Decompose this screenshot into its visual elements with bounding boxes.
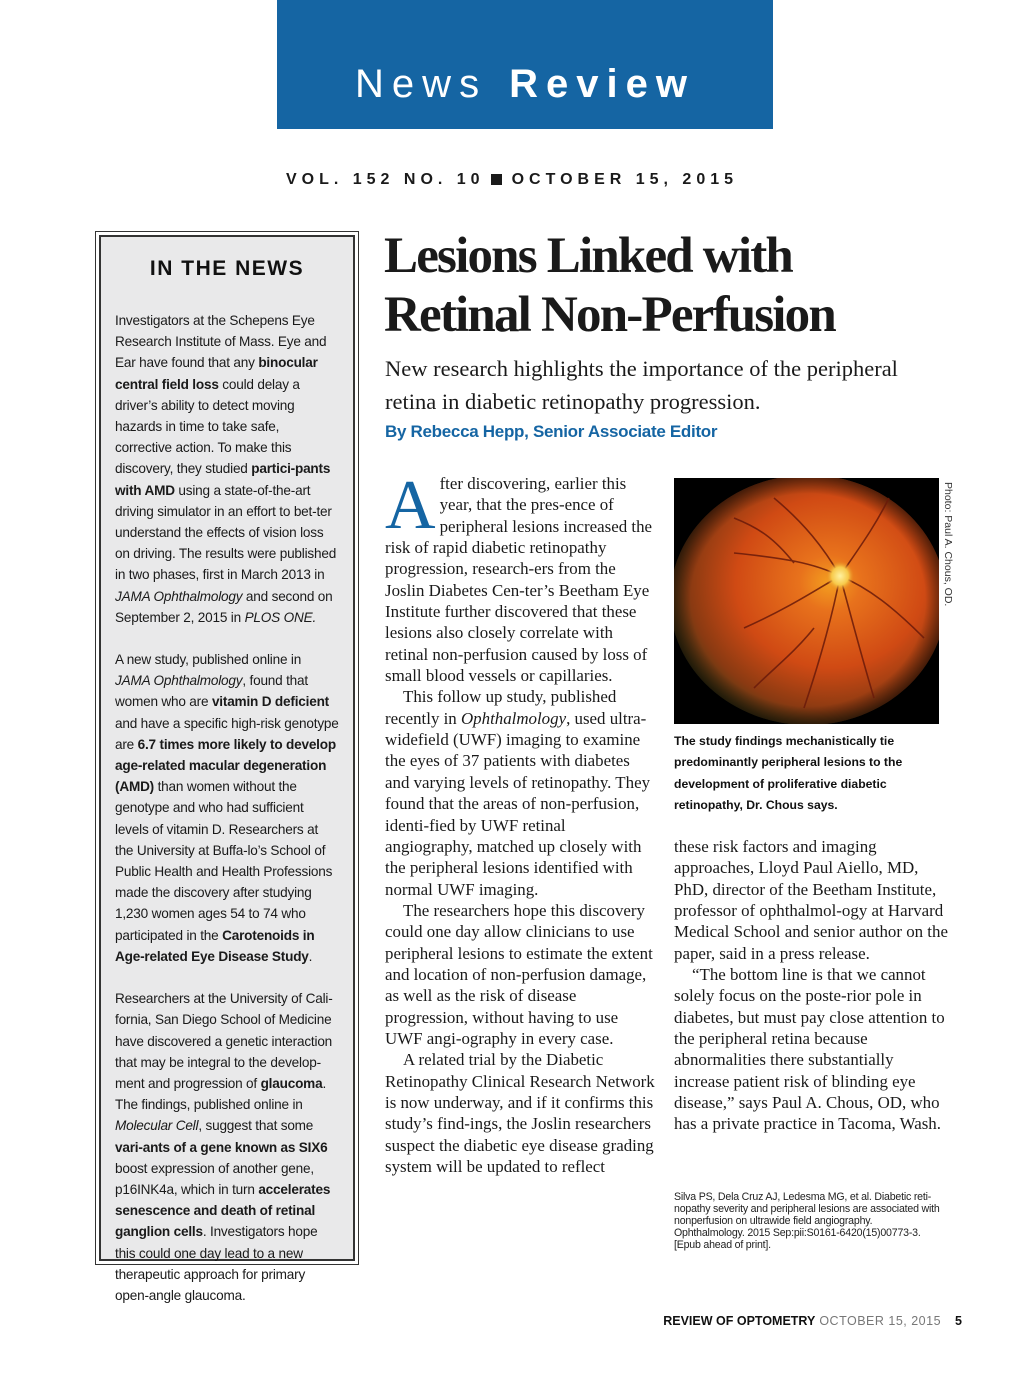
- retina-photo: [674, 478, 939, 724]
- sidebar-title: IN THE NEWS: [149, 257, 305, 280]
- bold-run: vitamin D deficient: [211, 694, 329, 710]
- text-run: , suggest that some: [198, 1118, 314, 1134]
- italic-run: PLOS ONE.: [244, 609, 317, 625]
- text-run: boost expression of another gene, p16INK4a, which in turn: [115, 1160, 314, 1197]
- photo-credit-text: Photo: Paul A. Chous, OD.: [942, 482, 954, 607]
- italic-run: JAMA Ophthalmology: [115, 588, 243, 604]
- photo-credit: [940, 482, 956, 607]
- footer-date: OCTOBER 15, 2015: [819, 1314, 942, 1328]
- text-run: . The findings, published online in: [115, 1075, 327, 1113]
- italic-run: JAMA Ophthalmology: [115, 673, 243, 689]
- text-run: Investigators at the Schepens Eye Research Institute of Mass. Eye and Ear have found that any: [115, 313, 327, 371]
- text-run: could delay a driver’s ability to detect moving hazards in time to take safe, corrective action. To make this discovery, they studied: [115, 376, 300, 477]
- article-headline: [384, 227, 1004, 345]
- citation: Silva PS, Dela Cruz AJ, Ledesma MG, et al. Diabetic reti-nopathy severity and peripheral lesions are associated with nonperfusion on ultrawide field angiography. Ophthalmology. 2015 Sep:pii:S0161-6420(15)00773-3. [Epub ahead of print].: [674, 1191, 940, 1251]
- text-run: .: [308, 948, 313, 964]
- banner-title-light: News: [355, 62, 488, 106]
- bold-run: Carotenoids in Age-related Eye Disease Study: [115, 927, 315, 964]
- sidebar-paragraph-3: [115, 988, 339, 1306]
- page-footer: [0, 1314, 962, 1328]
- article-column-1: [385, 467, 655, 1177]
- text-run: than women without the genotype and who had sufficient levels of vitamin D. Researchers at the University at Buffa-lo’s School of Public Health and Health Professions made the discovery after studying 1,230 women ages 54 to 74 who participated in the: [115, 779, 333, 943]
- in-the-news-sidebar: [95, 231, 359, 1303]
- section-banner: [277, 0, 773, 129]
- square-bullet-icon: [491, 174, 502, 185]
- headline-line-1: Lesions Linked with: [384, 228, 792, 284]
- text-run: , used ultra-widefield (UWF) imaging to examine the eyes of 37 patients with diabetes and varying levels of retinopathy. They found that the areas of non-perfusion, identi-fied by UWF retinal angiography, matched up closely with the peripheral lesions identified with normal UWF imaging.: [385, 708, 651, 899]
- text-run: Researchers at the University of Cali-fornia, San Diego School of Medicine have discovered a genetic interaction that may be integral to the develop-ment and progression of: [115, 991, 333, 1091]
- text-run: , found that women who are: [115, 673, 308, 710]
- drop-cap: A: [385, 467, 436, 544]
- italic-run: Molecular Cell: [115, 1118, 199, 1134]
- bold-run: accelerates senescence and death of retinal ganglion cells: [115, 1181, 331, 1240]
- italic-run: Ophthalmology: [460, 708, 567, 728]
- bold-run: partici-pants with AMD: [115, 461, 331, 498]
- bold-run: glaucoma: [260, 1075, 323, 1091]
- article-column-2: [674, 836, 949, 1135]
- article-paragraph-1: [385, 467, 655, 686]
- sidebar-paragraph-1: [115, 310, 339, 628]
- bold-run: vari-ants of a gene known as SIX6: [115, 1139, 328, 1155]
- text-run: and have a specific high-risk genotype are: [115, 715, 339, 752]
- article-paragraph-4-continued: these risk factors and imaging approaches, Lloyd Paul Aiello, MD, PhD, director of the Beetham Institute, professor of ophthalmol-ogy at Harvard Medical School and senior author on the paper, said in a press release.: [674, 837, 948, 963]
- article-paragraph-3: The researchers hope this discovery could one day allow clinicians to use peripheral lesions to estimate the extent and location of non-perfusion damage, as well as the risk of disease progression, without having to use UWF angi-ography in every case.: [385, 900, 653, 1048]
- paragraph-text: fter discovering, earlier this year, that the pres-ence of peripheral lesions increased the risk of rapid diabetic retinopathy progression, research-ers from the Joslin Diabetes Cen-ter’s Beetham Eye Institute further discovered that these lesions also closely correlate with retinal non-perfusion caused by loss of small blood vessels or capillaries.: [385, 474, 653, 686]
- photo-caption: The study findings mechanistically tie predominantly peripheral lesions to the development of proliferative diabetic retinopathy, Dr. Chous says.: [674, 734, 903, 812]
- headline-line-2: Retinal Non-Perfusion: [384, 287, 835, 343]
- fundus-image: [674, 478, 939, 724]
- article-paragraph-4: A related trial by the Diabetic Retinopathy Clinical Research Network is now underway, and if it confirms this study’s find-ings, the Joslin researchers suspect the diabetic eye disease grading system will be updated to reflect: [385, 1050, 655, 1176]
- article-paragraph-5: “The bottom line is that we cannot solely focus on the poste-rior pole in diabetes, but must pay close attention to the peripheral retina because abnormalities there substantially increase patient risk of blinding eye disease,” says Paul A. Chous, OD, who has a private practice in Tacoma, Wash.: [674, 965, 945, 1134]
- article-byline: By Rebecca Hepp, Senior Associate Editor: [385, 422, 718, 441]
- bold-run: binocular central field loss: [115, 355, 318, 392]
- banner-title-bold: Review: [509, 62, 695, 106]
- issue-line: [0, 171, 1024, 189]
- sidebar-panel: [99, 235, 355, 1303]
- text-run: A new study, published online in: [115, 652, 302, 668]
- text-run: using a state-of-the-art driving simulator in an effort to bet-ter understand the effects of vision loss on driving. The results were published in two phases, first in March 2013 in: [115, 482, 337, 583]
- issue-volume: VOL. 152 NO. 10: [285, 171, 485, 188]
- text-run: . Investigators hope this could one day lead to a new therapeutic approach for primary open-angle glaucoma.: [115, 1224, 318, 1303]
- text-run: This follow up study, published recently in: [385, 687, 617, 728]
- footer-magazine: REVIEW OF OPTOMETRY: [663, 1314, 816, 1328]
- article-deck: New research highlights the importance of the peripheral retina in diabetic retinopathy progression.: [385, 356, 898, 414]
- article-paragraph-2: [385, 686, 655, 899]
- sidebar-paragraph-2: [115, 649, 339, 967]
- issue-date: OCTOBER 15, 2015: [511, 171, 739, 188]
- bold-run: 6.7 times more likely to develop age-related macular degeneration (AMD): [115, 736, 336, 795]
- page-number: 5: [955, 1314, 962, 1328]
- text-run: and second on September 2, 2015 in: [115, 588, 333, 625]
